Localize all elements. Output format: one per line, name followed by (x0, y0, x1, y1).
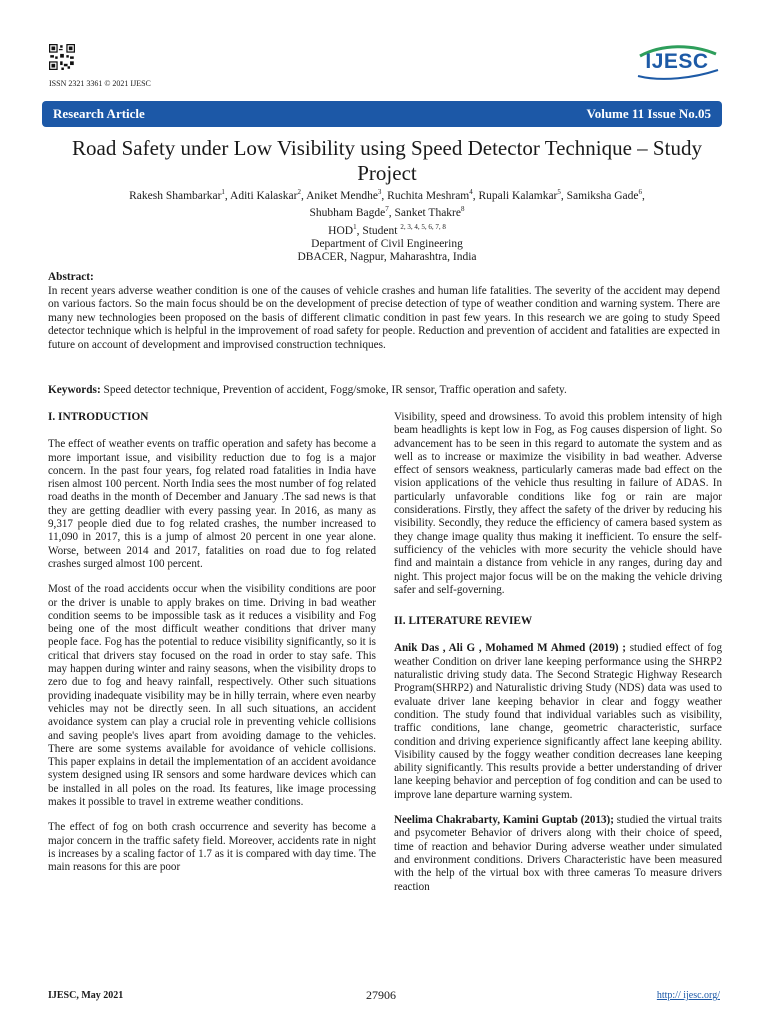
article-type: Research Article (53, 106, 145, 121)
author: Rakesh Shambarkar$^1$ (129, 188, 225, 202)
literature-entry: Anik Das , Ali G , Mohamed M Ahmed (2019) ; studied effect of fog weather Condition on driver lane keeping performance using the SHRP2 naturalistic driving study data. The Second Strategic Highway Research Program(SHRP2) and Naturalistic driving Study (NDS) data was used to evaluate driver lane keeping behavior in clear and foggy weather condition. The study found that individual variables such as visibility, traffic conditions, lane change, geometric characteristic, surface condition and driving experience significantly affect lane keeping ability. Visibility caused by the foggy weather condition decreases lane keeping ability significantly. This results provide a better understanding of driver lane keeping behavior and perception of fog condition and can be used to improve lane departure warning system. (394, 642, 722, 801)
author-block (42, 186, 732, 265)
literature-authors: Neelima Chakrabarty, Kamini Guptab (2013); (394, 814, 614, 827)
author-roles: HOD$^1$, Student $^{2, 3, 4, 5, 6, 7, 8}$ (328, 222, 446, 237)
author: Sanket Thakre$^8$ (394, 205, 465, 220)
author: Ruchita Meshram$^4$ (387, 188, 473, 202)
logo-text: IJESC (645, 50, 709, 73)
keywords-text: Speed detector technique, Prevention of accident, Fogg/smoke, IR sensor, Traffic operation and safety. (100, 384, 567, 396)
journal-logo (632, 44, 722, 80)
qr-code-icon (49, 44, 75, 70)
issn-line: ISSN 2321 3361 © 2021 IJESC (49, 79, 151, 88)
institution: DBACER, Nagpur, Maharashtra, India (297, 251, 477, 264)
author: Shubham Bagde$^7$ (309, 205, 389, 220)
keywords (48, 384, 720, 398)
paragraph: The effect of weather events on traffic operation and safety has become a more important issue, and visibility reduction due to fog is a major concern. In the past four years, fog related road fatalities in India have risen almost 100 percent. North India sees the most number of fog related road deaths in the month of December and January .The sad news is that they are getting deadlier with every passing year. In 2016, as many as 9,317 people died due to fog related crashes, the number increased to 11,090 in 2017, this is a jump of almost 20 percent in one year alone. Worse, between 2014 and 2017, fatalities on road due to fog related crashes surged almost 100 percent. (48, 438, 376, 570)
department: Department of Civil Engineering (311, 237, 463, 250)
footer-link[interactable]: http:// ijesc.org/ (656, 990, 720, 1001)
paragraph: The effect of fog on both crash occurrence and severity has become a major concern in the traffic safety field. Moreover, accidents rate in night is increases by a scaling factor of 1.7 as it is compared with day time. The main reasons for this are poor (48, 821, 376, 874)
keywords-label: Keywords: (48, 384, 101, 396)
author: Aniket Mendhe$^3$ (306, 188, 382, 202)
abstract-text: In recent years adverse weather condition is one of the causes of vehicle crashes and human life fatalities. The severity of the accident may depend on various factors. So the main focus should be on the development of precise detection of type of weather condition and warning system. There are many new technologies been proposed on the basis of different climatic condition in past few years. In this research we are going to study Speed detector technique which is helpful in the improvement of road safety for people. Reduction and prevention of accident and fatalities are expected in future on account of development and improvised construction techniques. (48, 284, 720, 351)
abstract (48, 271, 720, 352)
footer-journal-date: IJESC, May 2021 (48, 990, 124, 1001)
author: Aditi Kalaskar$^2$ (230, 188, 301, 202)
section-heading-introduction: I. INTRODUCTION (48, 411, 149, 423)
paragraph: Most of the road accidents occur when the visibility conditions are poor or the driver is unable to apply brakes on time. Driving in bad weather condition seems to be impossible task as it reduces a visibility and Fog being one of the most difficult weather conditions that driver many people face. Fog has the potential to reduce visibility significantly, so it is critical that drivers stay focused on the road in order to stay safe. This may happen during winter and rainy seasons, when the visibility drops to zero due to fog and heavy rainfall, respectively. Other such situations providing inadequate visibility may be in hilly terrain, where even nearby vehicles may not be directly seen. In all such situations, an accident avoidance system can play a crucial role in preventing vehicle collisions and saving people's lives apart from avoiding damage to the vehicles. There are some systems available for avoidance of vehicle collisions. This paper explains in detail the implementation of an accident avoidance system designed using IR sensors and some hardware devices which can be installed in all poles on the road. Its features, like image processing makes it possible to travel in extreme weather conditions. (48, 583, 376, 809)
section-heading-literature-review: II. LITERATURE REVIEW (394, 615, 533, 628)
author-list: Rakesh Shambarkar$^1$, Aditi Kalaskar$^2$, Aniket Mendhe$^3$, Ruchita Meshram$^4$, Rupali Kalamkar$^5$, Samiksha Gade$^6$, Shubham Bagde$^7$, Sanket Thakre$^8$ (129, 188, 645, 220)
left-column (48, 411, 376, 887)
author: Samiksha Gade$^6$ (566, 188, 642, 202)
author: Rupali Kalamkar$^5$ (478, 188, 561, 202)
paper-title: Road Safety under Low Visibility using Speed Detector Technique – Study Project (72, 136, 702, 185)
volume-issue: Volume 11 Issue No.05 (586, 106, 711, 121)
article-banner (42, 101, 722, 127)
paragraph: Visibility, speed and drowsiness. To avoid this problem intensity of high beam headlights is kept low in Fog, as Fog causes dispersion of light. So advancement has to be seen in this regard to automate the system and as well as to increase or maximize the visibility in bad weather. Adverse effect of sensors weakness, particularly cameras made bad effect on the vision applications of the vehicle thus resulting in failure of ADAS. In particularly unfavorable conditions like fog or rain are major considerations. Firstly, they affect the safety of the driver by reducing his visibility. Secondly, they reduce the efficiency of camera based system as they change image quality thus making it inefficient. To ensure the self-sufficiency of the vehicles with more security the vehicle should have find and maintain a distance from vehicle in any ranges, during day and night. This project major focus will be on the making the vehicle driving safer and self-governing. (394, 411, 722, 596)
literature-entry: Neelima Chakrabarty, Kamini Guptab (2013); studied the virtual traits and psycometer Behavior of drivers along with their choice of speed, time of reaction and behavior During adverse weather under simulated and environment conditions. Drivers Characteristic have been measured with the help of the virtual box with three cameras To measure drivers reaction (394, 814, 722, 893)
literature-authors: Anik Das , Ali G , Mohamed M Ahmed (2019) ; (394, 642, 626, 655)
right-column (394, 411, 722, 906)
page-number: 27906 (366, 988, 396, 1002)
abstract-heading: Abstract: (48, 271, 94, 283)
